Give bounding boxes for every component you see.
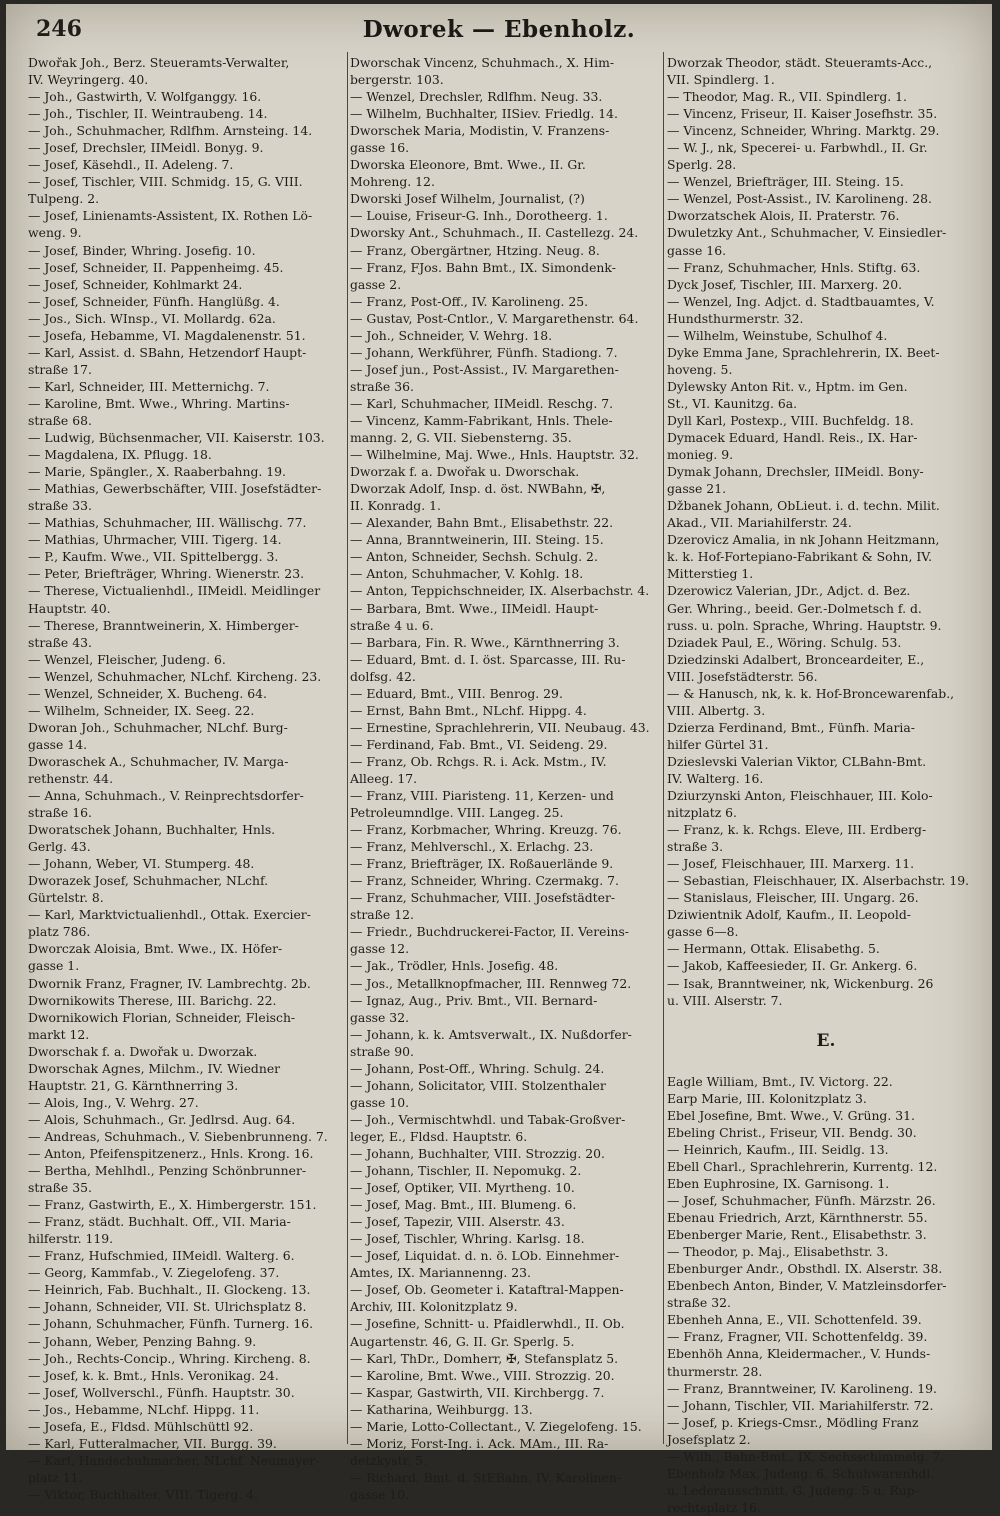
entry-line: bergerstr. 103.: [350, 72, 444, 88]
entry-line: dolfsg. 42.: [350, 668, 416, 684]
entry-line: gasse 32.: [350, 1009, 410, 1025]
entry-line: straße 12.: [350, 907, 414, 923]
entry-line: VII. Spindlerg. 1.: [667, 72, 775, 88]
entry-line: Dworzak Adolf, Insp. d. öst. NWBahn, ✠,: [350, 481, 606, 497]
entry-line: — Mathias, Schuhmacher, III. Wällischg. 77.: [28, 515, 307, 531]
entry-line: — Ernestine, Sprachlehrerin, VII. Neubaug. 43.: [350, 719, 650, 735]
entry-line: — Josefa, E., Fldsd. Mühlschüttl 92.: [28, 1418, 254, 1434]
entry-line: — Jos., Metallknopfmacher, III. Rennweg 72.: [350, 975, 632, 991]
directory-page: [6, 4, 992, 1515]
entry-line: Ebel Josefine, Bmt. Wwe., V. Grüng. 31.: [667, 1107, 915, 1123]
entry-line: — Josef, Tischler, Whring. Karlsg. 18.: [350, 1231, 585, 1247]
running-head: Dworek — Ebenholz.: [362, 16, 636, 43]
entry-line: Dzerowicz Valerian, JDr., Adjct. d. Bez.: [667, 583, 911, 599]
entry-line: — Joh., Vermischtwhdl. und Tabak-Großver-: [350, 1111, 626, 1127]
entry-line: Ebenbech Anton, Binder, V. Matzleinsdorfer-: [667, 1278, 947, 1294]
entry-line: — Franz, VIII. Piaristeng. 11, Kerzen- und: [350, 788, 614, 804]
entry-line: — Wenzel, Schneider, X. Bucheng. 64.: [28, 685, 267, 701]
entry-line: — Johann, k. k. Amtsverwalt., IX. Nußdorfer-: [350, 1026, 632, 1042]
entry-line: II. Konradg. 1.: [350, 498, 441, 514]
entry-line: Ger. Whring., beeid. Ger.-Dolmetsch f. d.: [667, 600, 922, 616]
entry-line: thurmerstr. 28.: [667, 1363, 763, 1379]
entry-line: — Jos., Hebamme, NLchf. Hippg. 11.: [28, 1401, 260, 1417]
entry-line: — Anton, Teppichschneider, IX. Alserbachstr. 4.: [350, 583, 650, 599]
entry-line: — Marie, Spängler., X. Raaberbahng. 19.: [28, 464, 286, 480]
entry-line: straße 16.: [28, 805, 92, 821]
entry-line: — Heinrich, Fab. Buchhalt., II. Glockeng. 13.: [28, 1282, 311, 1298]
entry-line: — Wilhelm, Weinstube, Schulhof 4.: [667, 327, 888, 343]
entry-line: straße 90.: [350, 1043, 414, 1059]
entry-line: — Franz, Branntweiner, IV. Karolineng. 19.: [667, 1380, 937, 1396]
entry-line: — Jak., Trödler, Hnls. Josefig. 48.: [350, 958, 559, 974]
entry-line: Dworschak f. a. Dwořak u. Dworzak.: [28, 1043, 258, 1059]
entry-line: Dzieslevski Valerian Viktor, CLBahn-Bmt.: [667, 753, 927, 769]
entry-line: — Karl, Marktvictualienhdl., Ottak. Exercier-: [28, 907, 311, 923]
entry-line: Dzierza Ferdinand, Bmt., Fünfh. Maria-: [667, 719, 915, 735]
entry-line: Earp Marie, III. Kolonitzplatz 3.: [667, 1090, 867, 1106]
entry-line: Dwuletzky Ant., Schuhmacher, V. Einsiedler-: [667, 225, 947, 241]
entry-line: — Ernst, Bahn Bmt., NLchf. Hippg. 4.: [350, 702, 587, 718]
spacer: [667, 1009, 985, 1026]
entry-line: — Stanislaus, Fleischer, III. Ungarg. 26.: [667, 890, 919, 906]
entry-line: — Wilhelm, Schneider, IX. Seeg. 22.: [28, 702, 255, 718]
entry-line: straße 43.: [28, 634, 92, 650]
entry-line: — Karoline, Bmt. Wwe., Whring. Martins-: [28, 395, 290, 411]
entry-line: Eagle William, Bmt., IV. Victorg. 22.: [667, 1073, 893, 1089]
entry-line: gasse 14.: [28, 736, 88, 752]
entry-line: Dwornikowits Therese, III. Barichg. 22.: [28, 992, 277, 1008]
entry-line: — Ignaz, Aug., Priv. Bmt., VII. Bernard-: [350, 992, 598, 1008]
entry-line: Dzerovicz Amalia, in nk Johann Heitzmann,: [667, 532, 940, 548]
entry-line: — Josef, Liquidat. d. n. ö. LOb. Einnehmer-: [350, 1248, 620, 1264]
entry-line: gasse 21.: [667, 481, 727, 497]
entry-line: Dworzak f. a. Dwořak u. Dworschak.: [350, 464, 580, 480]
entry-line: Tulpeng. 2.: [28, 191, 100, 207]
entry-line: — Joh., Schuhmacher, Rdlfhm. Arnsteing. 14.: [28, 123, 313, 139]
entry-line: — Mathias, Uhrmacher, VIII. Tigerg. 14.: [28, 532, 282, 548]
entry-line: — Franz, Mehlverschl., X. Erlachg. 23.: [350, 839, 594, 855]
entry-line: Dworschak Agnes, Milchm., IV. Wiedner: [28, 1060, 281, 1076]
entry-line: detzkystr. 5.: [350, 1452, 427, 1468]
entry-line: — Kaspar, Gastwirth, VII. Kirchbergg. 7.: [350, 1384, 605, 1400]
entry-line: — Joh., Rechts-Concip., Whring. Kircheng. 8.: [28, 1350, 311, 1366]
entry-line: IV. Walterg. 16.: [667, 770, 764, 786]
entry-line: — Katharina, Weihburgg. 13.: [350, 1401, 533, 1417]
entry-line: — Therese, Branntweinerin, X. Himberger-: [28, 617, 299, 633]
entry-line: Dworaschek A., Schuhmacher, IV. Marga-: [28, 753, 289, 769]
entry-line: Eben Euphrosine, IX. Garnisong. 1.: [667, 1176, 890, 1191]
entry-line: — Hermann, Ottak. Elisabethg. 5.: [667, 941, 880, 957]
entry-line: Josefsplatz 2.: [667, 1431, 751, 1447]
entry-line: Dziwientnik Adolf, Kaufm., II. Leopold-: [667, 907, 911, 923]
entry-line: — Josef, k. k. Bmt., Hnls. Veronikag. 24.: [28, 1367, 279, 1383]
entry-line: Hundsthurmerstr. 32.: [667, 310, 804, 326]
entry-line: Dyck Josef, Tischler, III. Marxerg. 20.: [667, 276, 903, 292]
entry-line: hilferstr. 119.: [28, 1231, 114, 1247]
entry-line: Dwornikowich Florian, Schneider, Fleisch-: [28, 1009, 296, 1025]
entry-line: — Josef, Schneider, II. Pappenheimg. 45.: [28, 259, 284, 275]
entry-line: Augartenstr. 46, G. II. Gr. Sperlg. 5.: [350, 1333, 575, 1349]
entry-line: — Johann, Weber, Penzing Bahng. 9.: [28, 1333, 257, 1349]
entry-line: — Sebastian, Fleischhauer, IX. Alserbachstr. 19.: [667, 873, 970, 889]
entry-line: — Vincenz, Friseur, II. Kaiser Josefhstr. 35.: [667, 106, 938, 122]
entry-line: Amtes, IX. Mariannenng. 23.: [350, 1265, 531, 1281]
entry-line: — Franz, städt. Buchhalt. Off., VII. Maria-: [28, 1214, 291, 1230]
entry-line: Hauptstr. 40.: [28, 600, 111, 616]
entry-line: gasse 1.: [28, 958, 80, 974]
entry-line: — Wenzel, Briefträger, III. Steing. 15.: [667, 174, 904, 190]
entry-line: — Franz, Schneider, Whring. Czermakg. 7.: [350, 873, 619, 889]
entry-line: — W. J., nk, Specerei- u. Farbwhdl., II. Gr.: [667, 140, 928, 156]
entry-line: — Alexander, Bahn Bmt., Elisabethstr. 22.: [350, 515, 614, 531]
entry-line: — Theodor, p. Maj., Elisabethstr. 3.: [667, 1244, 889, 1260]
entry-line: — Franz, Schuhmacher, VIII. Josefstädter-: [350, 890, 616, 906]
entry-line: — Alois, Schuhmach., Gr. Jedlrsd. Aug. 64.: [28, 1111, 296, 1127]
entry-line: russ. u. poln. Sprache, Whring. Hauptstr. 9.: [667, 617, 942, 633]
entry-line: Dworska Eleonore, Bmt. Wwe., II. Gr.: [350, 157, 586, 173]
entry-line: — Johann, Buchhalter, VIII. Strozzig. 20.: [350, 1146, 605, 1161]
entry-line: Ebeling Christ., Friseur, VII. Bendg. 30.: [667, 1124, 917, 1140]
entry-line: Dworschek Maria, Modistin, V. Franzens-: [350, 123, 610, 139]
entry-line: Džbanek Johann, ObLieut. i. d. techn. Milit.: [667, 498, 940, 514]
entry-line: — Franz, Gastwirth, E., X. Himbergerstr. 151.: [28, 1197, 317, 1213]
entry-line: u. VIII. Alserstr. 7.: [667, 992, 783, 1008]
entry-line: Ebenburger Andr., Obsthdl. IX. Alserstr. 38.: [667, 1261, 943, 1277]
entry-line: Dworczak Aloisia, Bmt. Wwe., IX. Höfer-: [28, 941, 283, 957]
entry-line: — Alois, Ing., V. Wehrg. 27.: [28, 1094, 199, 1110]
entry-line: straße 68.: [28, 412, 92, 428]
entry-line: — Franz, Briefträger, IX. Roßauerlände 9.: [350, 856, 614, 872]
entry-line: Dymak Johann, Drechsler, IIMeidl. Bony-: [667, 464, 924, 480]
entry-line: straße 32.: [667, 1295, 731, 1311]
entry-line: — Magdalena, IX. Pflugg. 18.: [28, 447, 212, 463]
entry-line: — Heinrich, Kaufm., III. Seidlg. 13.: [667, 1141, 889, 1157]
entry-line: Akad., VII. Mariahilferstr. 24.: [667, 515, 852, 531]
entry-line: — Mathias, Gewerbschäfter, VIII. Josefstädter-: [28, 481, 322, 497]
entry-line: — Ludwig, Büchsenmacher, VII. Kaiserstr. 103.: [28, 430, 325, 446]
entry-line: gasse 10.: [350, 1486, 410, 1502]
entry-line: — Theodor, Mag. R., VII. Spindlerg. 1.: [667, 89, 907, 105]
entry-line: Gerlg. 43.: [28, 839, 91, 855]
entry-line: Dziurzynski Anton, Fleischhauer, III. Kolo-: [667, 788, 933, 804]
entry-line: — Ferdinand, Fab. Bmt., VI. Seideng. 29.: [350, 736, 608, 752]
entry-line: Mohreng. 12.: [350, 174, 435, 190]
entry-line: — Jakob, Kaffeesieder, II. Gr. Ankerg. 6.: [667, 958, 918, 974]
entry-line: Alleeg. 17.: [350, 770, 418, 786]
spacer: [667, 1056, 985, 1073]
entry-line: — Therese, Victualienhdl., IIMeidl. Meidlinger: [28, 583, 321, 599]
entry-line: — Eduard, Bmt. d. I. öst. Sparcasse, III. Ru-: [350, 651, 626, 667]
entry-line: Dworzatschek Alois, II. Praterstr. 76.: [667, 208, 900, 224]
entry-line: — Josef, Optiker, VII. Myrtheng. 10.: [350, 1180, 575, 1196]
entry-line: — Karl, Handschuhmacher, NLchf. Neumayer-: [28, 1452, 320, 1468]
entry-line: straße 17.: [28, 361, 92, 377]
column-1: [28, 54, 346, 1502]
entry-line: — Gustav, Post-Cntlor., V. Margarethenstr. 64.: [350, 310, 639, 326]
entry-line: Ebenhöh Anna, Kleidermacher., V. Hunds-: [667, 1346, 931, 1362]
entry-line: Dylewsky Anton Rit. v., Hptm. im Gen.: [667, 378, 908, 394]
entry-line: rechtsplatz 16.: [667, 1499, 761, 1515]
entry-line: — Wenzel, Drechsler, Rdlfhm. Neug. 33.: [350, 89, 603, 105]
entry-line: St., VI. Kaunitzg. 6a.: [667, 395, 798, 411]
entry-line: Dymacek Eduard, Handl. Reis., IX. Har-: [667, 430, 918, 446]
entry-line: gasse 6—8.: [667, 924, 739, 940]
entry-line: — Josef, Käsehdl., II. Adeleng. 7.: [28, 157, 234, 173]
entry-line: — Karl, Schneider, III. Metternichg. 7.: [28, 378, 270, 394]
entry-line: — Moriz, Forst-Ing. i. Ack. MAm., III. Ra-: [350, 1435, 609, 1451]
entry-line: leger, E., Fldsd. Hauptstr. 6.: [350, 1128, 528, 1144]
entry-line: — Wenzel, Fleischer, Judeng. 6.: [28, 651, 226, 667]
entry-line: — Franz, k. k. Rchgs. Eleve, III. Erdberg-: [667, 822, 927, 838]
entry-line: — Josef, p. Kriegs-Cmsr., Mödling Franz: [667, 1414, 919, 1430]
entry-line: straße 3.: [667, 839, 724, 855]
entry-line: Dworan Joh., Schuhmacher, NLchf. Burg-: [28, 719, 288, 735]
entry-line: — Friedr., Buchdruckerei-Factor, II. Vereins-: [350, 924, 629, 940]
entry-line: straße 4 u. 6.: [350, 617, 434, 633]
entry-line: gasse 2.: [350, 276, 402, 292]
entry-line: Petroleumndlge. VIII. Langeg. 25.: [350, 805, 564, 821]
entry-line: — Franz, Obergärtner, Htzing. Neug. 8.: [350, 242, 600, 258]
entry-line: Dziedzinski Adalbert, Bronceardeiter, E.,: [667, 651, 925, 667]
entry-line: — Josef, Mag. Bmt., III. Blumeng. 6.: [350, 1197, 577, 1213]
entry-line: — Josef, Wollverschl., Fünfh. Hauptstr. 30.: [28, 1384, 295, 1400]
entry-line: nitzplatz 6.: [667, 805, 737, 821]
entry-line: — Anton, Schuhmacher, V. Kohlg. 18.: [350, 566, 584, 582]
entry-line: straße 35.: [28, 1180, 92, 1196]
entry-line: — Johann, Tischler, II. Nepomukg. 2.: [350, 1163, 582, 1179]
entry-line: hoveng. 5.: [667, 361, 733, 377]
entry-line: — Wenzel, Schuhmacher, NLchf. Kircheng. 23.: [28, 668, 322, 684]
entry-line: Dworsky Ant., Schuhmach., II. Castellezg. 24.: [350, 225, 639, 241]
entry-line: — Joh., Gastwirth, V. Wolfganggy. 16.: [28, 89, 262, 105]
entry-line: Dyll Karl, Postexp., VIII. Buchfeldg. 18.: [667, 412, 914, 428]
entry-line: — Viktor, Buchhalter, VIII. Tigerg. 4.: [28, 1486, 259, 1502]
entry-line: Gürtelstr. 8.: [28, 890, 104, 906]
entry-line: — Wenzel, Ing. Adjct. d. Stadtbauamtes, V.: [667, 293, 935, 309]
entry-line: — P., Kaufm. Wwe., VII. Spittelbergg. 3.: [28, 549, 279, 565]
entry-line: — Bertha, Mehlhdl., Penzing Schönbrunner-: [28, 1163, 307, 1179]
entry-line: straße 33.: [28, 498, 92, 514]
entry-line: — Wilhelmine, Maj. Wwe., Hnls. Hauptstr. 32.: [350, 447, 639, 463]
entry-line: — Louise, Friseur-G. Inh., Dorotheerg. 1.: [350, 208, 608, 224]
entry-line: — Josefa, Hebamme, VI. Magdalenenstr. 51.: [28, 327, 306, 343]
entry-line: Dziadek Paul, E., Wöring. Schulg. 53.: [667, 634, 902, 650]
entry-line: — Karl, Schuhmacher, IIMeidl. Reschg. 7.: [350, 395, 614, 411]
entry-line: Ebell Charl., Sprachlehrerin, Kurrentg. 12.: [667, 1158, 938, 1174]
entry-line: platz 786.: [28, 924, 91, 940]
entry-line: — Joh., Tischler, II. Weintraubeng. 14.: [28, 106, 268, 122]
entry-line: — Johann, Schneider, VII. St. Ulrichsplatz 8.: [28, 1299, 307, 1315]
entry-line: Archiv, III. Kolonitzplatz 9.: [350, 1299, 518, 1315]
entry-line: Ebenholz Max, Judeng. 6, Schuhwarenhdl.: [667, 1465, 935, 1481]
entry-line: — Josef, Fleischhauer, III. Marxerg. 11.: [667, 856, 915, 872]
column-divider: [347, 52, 348, 1444]
entry-line: Dworschak Vincenz, Schuhmach., X. Him-: [350, 55, 615, 70]
entry-line: — Franz, Post-Off., IV. Karolineng. 25.: [350, 293, 589, 309]
entry-line: — Vincenz, Kamm-Fabrikant, Hnls. Thele-: [350, 412, 613, 428]
entry-line: — Marie, Lotto-Collectant., V. Ziegelofeng. 15.: [350, 1418, 642, 1434]
entry-line: gasse 12.: [350, 941, 410, 957]
entry-line: — Eduard, Bmt., VIII. Benrog. 29.: [350, 685, 563, 701]
entry-line: Dyke Emma Jane, Sprachlehrerin, IX. Beet-: [667, 344, 940, 360]
entry-line: Dworatschek Johann, Buchhalter, Hnls.: [28, 822, 276, 838]
entry-line: — Anna, Branntweinerin, III. Steing. 15.: [350, 532, 604, 548]
column-divider: [663, 52, 664, 1444]
entry-line: gasse 16.: [667, 242, 727, 258]
entry-line: — Josef, Tischler, VIII. Schmidg. 15, G. VIII.: [28, 174, 303, 190]
entry-line: — Johann, Solicitator, VIII. Stolzenthaler: [350, 1077, 606, 1093]
entry-line: — Karl, Futteralmacher, VII. Burgg. 39.: [28, 1435, 277, 1451]
entry-line: Dworski Josef Wilhelm, Journalist, (?): [350, 191, 585, 207]
entry-line: Ebenberger Marie, Rent., Elisabethstr. 3.: [667, 1227, 927, 1243]
entry-line: VIII. Josefstädterstr. 56.: [667, 668, 818, 684]
entry-line: — Karoline, Bmt. Wwe., VIII. Strozzig. 20.: [350, 1367, 615, 1383]
entry-line: — Franz, Fragner, VII. Schottenfeldg. 39.: [667, 1329, 928, 1345]
entry-line: — Johann, Weber, VI. Stumperg. 48.: [28, 856, 255, 872]
entry-line: — Jos., Sich. WInsp., VI. Mollardg. 62a.: [28, 310, 276, 326]
entry-line: — Josef, Linienamts-Assistent, IX. Rothen Lö-: [28, 208, 313, 224]
entry-line: markt 12.: [28, 1026, 90, 1042]
entry-line: — Joh., Schneider, V. Wehrg. 18.: [350, 327, 553, 343]
entry-line: hilfer Gürtel 31.: [667, 736, 769, 752]
column-2: [350, 54, 660, 1502]
entry-line: VIII. Albertg. 3.: [667, 702, 766, 718]
entry-line: — Vincenz, Schneider, Whring. Marktg. 29.: [667, 123, 940, 139]
entry-line: straße 36.: [350, 378, 414, 394]
entry-line: Ebenau Friedrich, Arzt, Kärnthnerstr. 55.: [667, 1210, 928, 1226]
entry-line: Dworzak Theodor, städt. Steueramts-Acc.,: [667, 55, 933, 70]
entry-line: — Karl, Assist. d. SBahn, Hetzendorf Haupt-: [28, 344, 307, 360]
entry-line: — Johann, Werkführer, Fünfh. Stadiong. 7.: [350, 344, 618, 360]
entry-line: — Wenzel, Post-Assist., IV. Karolineng. 28.: [667, 191, 932, 207]
entry-line: gasse 16.: [350, 140, 410, 156]
entry-line: Hauptstr. 21, G. Kärnthnerring 3.: [28, 1077, 239, 1093]
entry-line: monieg. 9.: [667, 447, 734, 463]
entry-line: — Anna, Schuhmach., V. Reinprechtsdorfer-: [28, 788, 304, 804]
entry-line: — Josef, Schneider, Fünfh. Hanglüßg. 4.: [28, 293, 280, 309]
entry-line: — Richard, Bmt. d. StEBahn, IV. Karolinen-: [350, 1469, 622, 1485]
entry-line: — Josefine, Schnitt- u. Pfaidlerwhdl., II. Ob.: [350, 1316, 625, 1332]
entry-line: — Josef, Tapezir, VIII. Alserstr. 43.: [350, 1214, 565, 1230]
entry-line: — Peter, Briefträger, Whring. Wienerstr. 23.: [28, 566, 305, 582]
entry-line: — & Hanusch, nk, k. k. Hof-Broncewarenfab.,: [667, 685, 955, 701]
entry-line: Sperlg. 28.: [667, 157, 737, 173]
entry-line: — Johann, Tischler, VII. Mariahilferstr. 72.: [667, 1397, 934, 1413]
entry-line: — Franz, FJos. Bahn Bmt., IX. Simondenk-: [350, 259, 616, 275]
entry-line: manng. 2, G. VII. Siebensterng. 35.: [350, 430, 572, 446]
entry-line: — Barbara, Fin. R. Wwe., Kärnthnerring 3.: [350, 634, 620, 650]
entry-line: Dwořak Joh., Berz. Steueramts-Verwalter,: [28, 55, 290, 70]
entry-line: — Franz, Ob. Rchgs. R. i. Ack. Mstm., IV.: [350, 753, 607, 769]
page-number: 246: [36, 16, 82, 42]
column-3: [667, 54, 985, 1515]
entry-line: — Josef jun., Post-Assist., IV. Margarethen-: [350, 361, 619, 377]
section-heading: E.: [816, 1030, 836, 1051]
entry-line: weng. 9.: [28, 225, 82, 241]
entry-line: — Barbara, Bmt. Wwe., IIMeidl. Haupt-: [350, 600, 599, 616]
entry-line: — Franz, Korbmacher, Whring. Kreuzg. 76.: [350, 822, 622, 838]
entry-line: — Wilh., Bahn-Bmt., IX. Sechsschimmelg. 7.: [667, 1448, 945, 1464]
entry-line: platz 11.: [28, 1469, 83, 1485]
entry-line: Dworazek Josef, Schuhmacher, NLchf.: [28, 873, 269, 889]
entry-line: — Franz, Hufschmied, IIMeidl. Walterg. 6.: [28, 1248, 295, 1264]
entry-line: u. Lederausschnitt, G. Judeng. 5 u. Rup-: [667, 1482, 919, 1498]
entry-line: — Josef, Ob. Geometer i. Kataftral-Mappen-: [350, 1282, 624, 1298]
entry-line: — Josef, Drechsler, IIMeidl. Bonyg. 9.: [28, 140, 264, 156]
entry-line: Mitterstieg 1.: [667, 566, 754, 582]
entry-line: k. k. Hof-Fortepiano-Fabrikant & Sohn, IV.: [667, 549, 933, 565]
page-header: [6, 16, 992, 46]
entry-line: — Karl, ThDr., Domherr, ✠, Stefansplatz 5.: [350, 1350, 619, 1366]
entry-line: — Andreas, Schuhmach., V. Siebenbrunneng. 7.: [28, 1128, 328, 1144]
entry-line: Dwornik Franz, Fragner, IV. Lambrechtg. 2b.: [28, 975, 311, 991]
entry-line: gasse 10.: [350, 1094, 410, 1110]
entry-line: — Josef, Schneider, Kohlmarkt 24.: [28, 276, 243, 292]
entry-line: — Wilhelm, Buchhalter, IISiev. Friedlg. 14.: [350, 106, 618, 122]
entry-line: — Georg, Kammfab., V. Ziegelofeng. 37.: [28, 1265, 280, 1281]
entry-line: — Franz, Schuhmacher, Hnls. Stiftg. 63.: [667, 259, 921, 275]
entry-line: rethenstr. 44.: [28, 770, 114, 786]
entry-line: — Josef, Binder, Whring. Josefig. 10.: [28, 242, 256, 258]
entry-line: — Johann, Post-Off., Whring. Schulg. 24.: [350, 1060, 605, 1076]
entry-line: Ebenheh Anna, E., VII. Schottenfeld. 39.: [667, 1312, 922, 1328]
entry-line: — Anton, Pfeifenspitzenerz., Hnls. Krong. 16.: [28, 1146, 314, 1161]
entry-line: — Isak, Branntweiner, nk, Wickenburg. 26: [667, 975, 934, 991]
entry-line: — Johann, Schuhmacher, Fünfh. Turnerg. 16.: [28, 1316, 314, 1332]
entry-line: — Anton, Schneider, Sechsh. Schulg. 2.: [350, 549, 598, 565]
entry-line: IV. Weyringerg. 40.: [28, 72, 149, 88]
entry-line: — Josef, Schuhmacher, Fünfh. Märzstr. 26.: [667, 1193, 936, 1209]
